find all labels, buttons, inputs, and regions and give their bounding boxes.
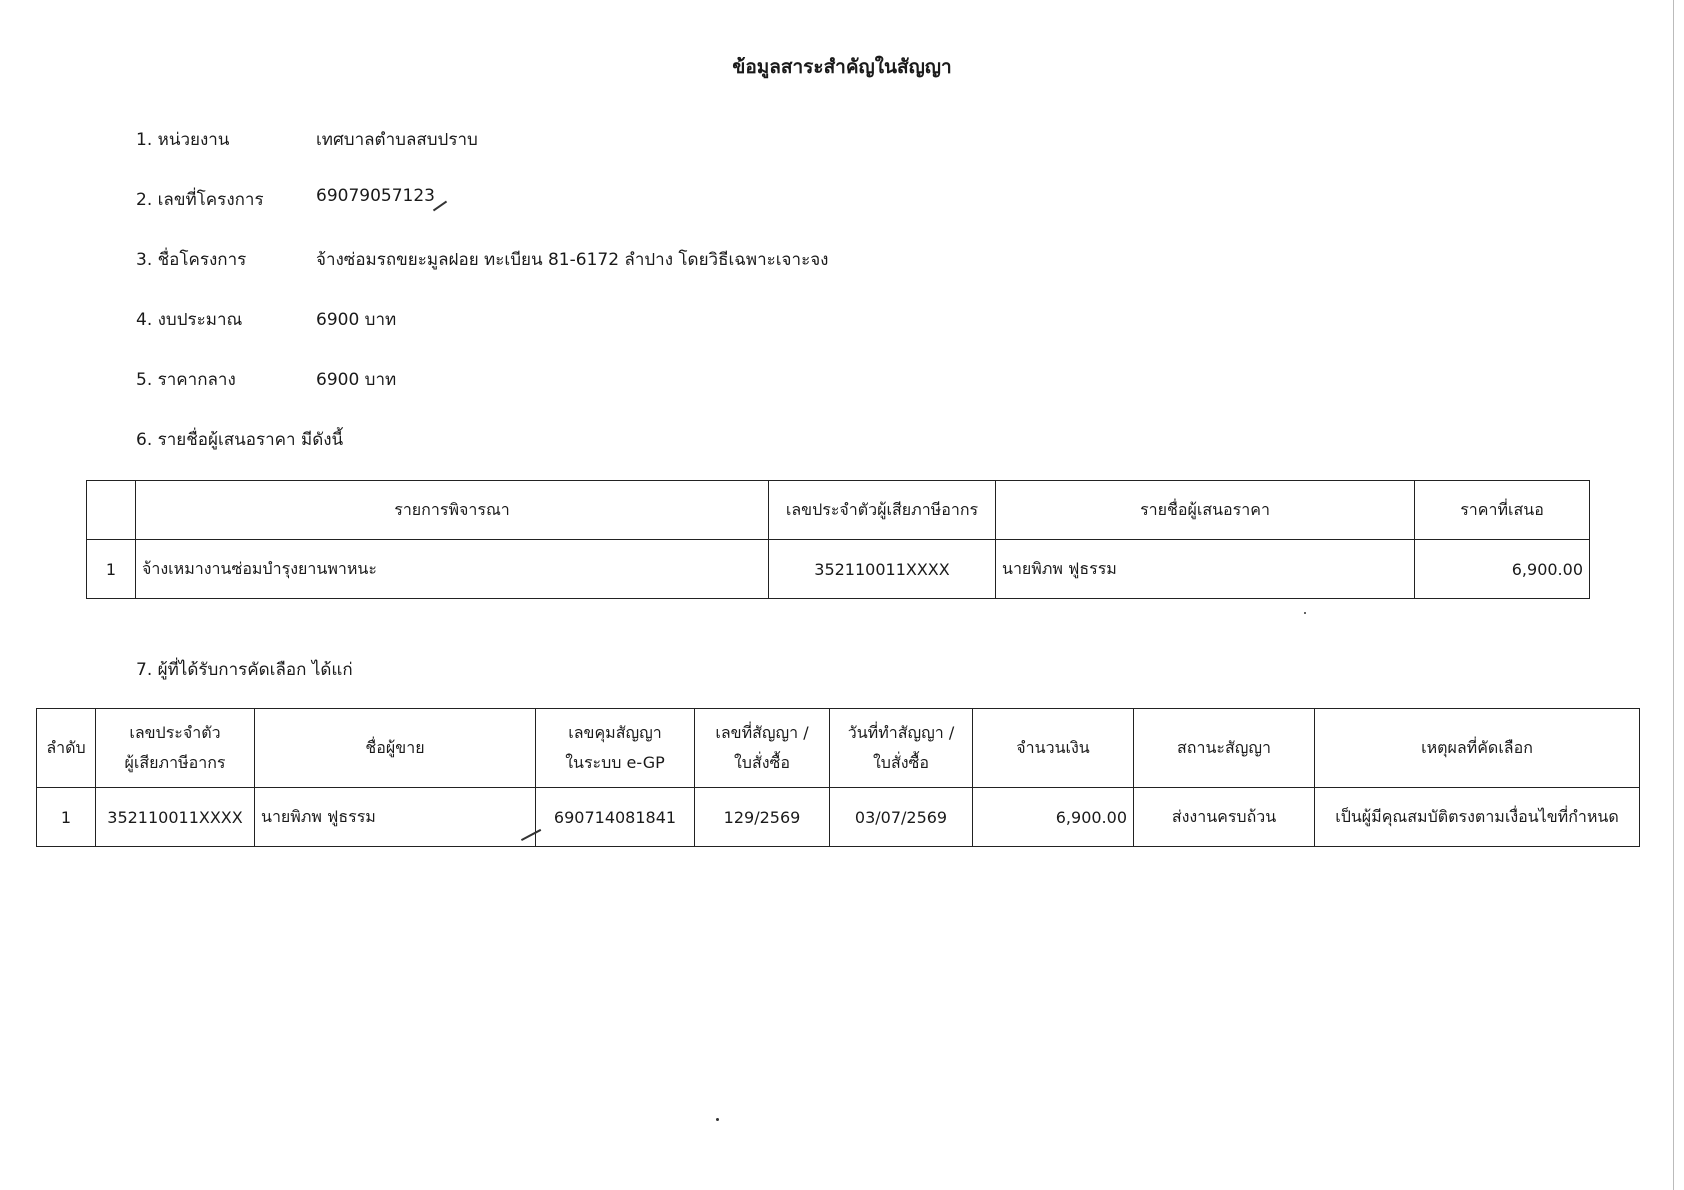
section7-label: 7. ผู้ที่ได้รับการคัดเลือก ได้แก่: [136, 660, 353, 680]
header-tax-id: เลขประจำตัวผู้เสียภาษีอากร: [769, 481, 996, 540]
header-contract-number: [695, 709, 830, 788]
header-line: เลขประจำตัว: [129, 723, 221, 742]
header-line: ผู้เสียภาษีอากร: [124, 753, 226, 772]
section6-label: 6. รายชื่อผู้เสนอราคา มีดังนี้: [136, 430, 344, 450]
header-line: สถานะสัญญา: [1177, 738, 1271, 757]
header-line: ลำดับ: [46, 738, 86, 757]
table-header-row: [87, 481, 1590, 540]
header-item: รายการพิจารณา: [136, 481, 769, 540]
cell-seller-name: นายพิภพ ฟูธรรม: [255, 788, 536, 847]
cell-item: จ้างเหมางานซ่อมบำรุงยานพาหนะ: [136, 540, 769, 599]
header-tax-id: [96, 709, 255, 788]
cell-contract-status: ส่งงานครบถ้วน: [1134, 788, 1315, 847]
bidders-table: [86, 480, 1590, 599]
field-label: 5. ราคากลาง: [136, 370, 236, 390]
header-offer-price: ราคาที่เสนอ: [1415, 481, 1590, 540]
cell-tax-id: 352110011XXXX: [96, 788, 255, 847]
header-seller-name: [255, 709, 536, 788]
field-label: 3. ชื่อโครงการ: [136, 250, 247, 270]
header-line: ใบสั่งซื้อ: [872, 753, 929, 772]
selected-vendor-table: [36, 708, 1640, 847]
header-contract-status: [1134, 709, 1315, 788]
table-header-row: [37, 709, 1640, 788]
table-row: [37, 788, 1640, 847]
field-value: 6900 บาท: [316, 370, 397, 390]
header-contract-date: [830, 709, 973, 788]
table-row: [87, 540, 1590, 599]
field-value: จ้างซ่อมรถขยะมูลฝอย ทะเบียน 81-6172 ลำปาง โดยวิธีเฉพาะเจาะจง: [316, 250, 829, 270]
field-label: 2. เลขที่โครงการ: [136, 190, 264, 210]
header-order: [37, 709, 96, 788]
header-line: ในระบบ e-GP: [565, 753, 665, 772]
cell-amount: 6,900.00: [973, 788, 1134, 847]
header-bidder-name: รายชื่อผู้เสนอราคา: [996, 481, 1415, 540]
cell-index: 1: [87, 540, 136, 599]
scan-dot: [1304, 612, 1306, 614]
header-line: ใบสั่งซื้อ: [733, 753, 790, 772]
field-value: 69079057123: [316, 186, 435, 206]
check-mark-icon: [433, 201, 447, 212]
field-value: เทศบาลตำบลสบปราบ: [316, 130, 478, 150]
header-line: เลขคุมสัญญา: [568, 723, 662, 742]
cell-tax-id: 352110011XXXX: [769, 540, 996, 599]
header-index: [87, 481, 136, 540]
cell-contract-number: 129/2569: [695, 788, 830, 847]
field-label: 1. หน่วยงาน: [136, 130, 230, 150]
cell-egp-number: 690714081841: [536, 788, 695, 847]
header-line: เหตุผลที่คัดเลือก: [1421, 738, 1533, 757]
header-line: วันที่ทำสัญญา /: [847, 723, 955, 742]
field-label: 4. งบประมาณ: [136, 310, 243, 330]
cell-order: 1: [37, 788, 96, 847]
cell-offer-price: 6,900.00: [1415, 540, 1590, 599]
cell-bidder-name: นายพิภพ ฟูธรรม: [996, 540, 1415, 599]
document-title: ข้อมูลสาระสำคัญในสัญญา: [732, 56, 952, 78]
header-egp-number: [536, 709, 695, 788]
field-value: 6900 บาท: [316, 310, 397, 330]
header-selection-reason: [1315, 709, 1640, 788]
header-amount: [973, 709, 1134, 788]
header-line: ชื่อผู้ขาย: [365, 738, 425, 757]
header-line: เลขที่สัญญา /: [715, 723, 809, 742]
cell-selection-reason: เป็นผู้มีคุณสมบัติตรงตามเงื่อนไขที่กำหนด: [1315, 788, 1640, 847]
scan-dot: [716, 1118, 719, 1121]
scan-edge-line: [1673, 0, 1674, 1190]
header-line: จำนวนเงิน: [1016, 738, 1090, 757]
cell-contract-date: 03/07/2569: [830, 788, 973, 847]
